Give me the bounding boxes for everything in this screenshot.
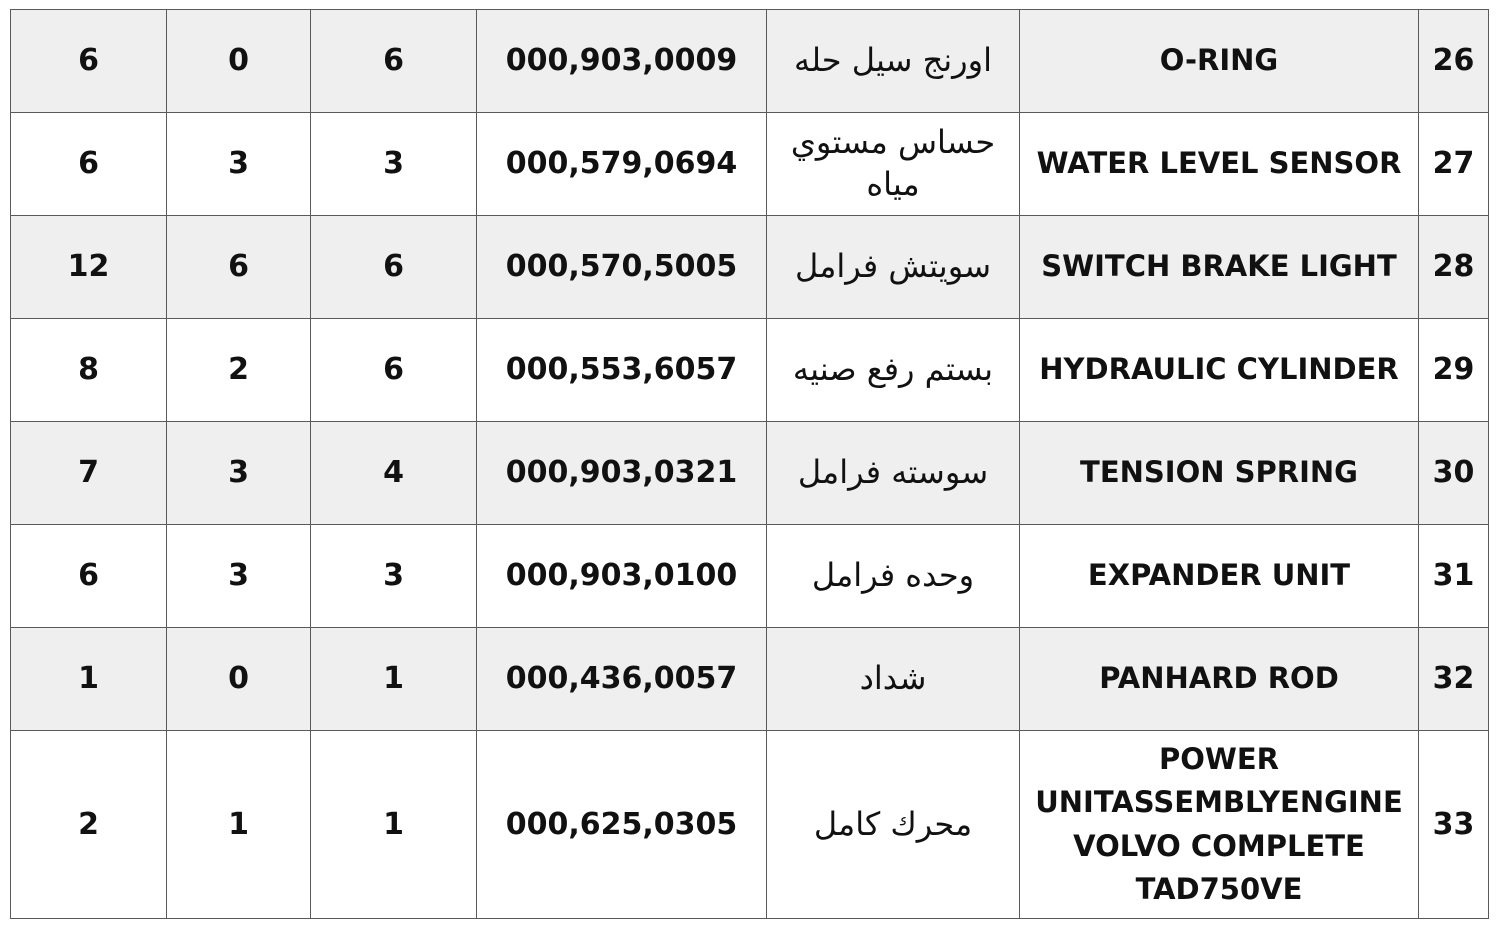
qty-b-cell: 3 [167, 422, 311, 525]
english-name-cell: EXPANDER UNIT [1020, 525, 1419, 628]
row-number-cell: 26 [1419, 10, 1489, 113]
english-name-cell: PANHARD ROD [1020, 628, 1419, 731]
parts-table [10, 9, 1489, 919]
part-number-cell: 000,903,0100 [477, 525, 767, 628]
arabic-name-cell: وحده فرامل [767, 525, 1020, 628]
total-qty-cell: 12 [11, 216, 167, 319]
total-qty-cell: 7 [11, 422, 167, 525]
qty-c-cell: 6 [311, 10, 477, 113]
english-name-cell: O-RING [1020, 10, 1419, 113]
qty-b-cell: 3 [167, 113, 311, 216]
row-number-cell: 29 [1419, 319, 1489, 422]
arabic-name-cell: شداد [767, 628, 1020, 731]
table-row [11, 113, 1489, 216]
row-number-cell: 32 [1419, 628, 1489, 731]
english-name-cell: WATER LEVEL SENSOR [1020, 113, 1419, 216]
qty-b-cell: 3 [167, 525, 311, 628]
english-name-cell: HYDRAULIC CYLINDER [1020, 319, 1419, 422]
part-number-cell: 000,903,0321 [477, 422, 767, 525]
table-row [11, 731, 1489, 919]
table-row [11, 10, 1489, 113]
english-name-cell: TENSION SPRING [1020, 422, 1419, 525]
qty-b-cell: 0 [167, 10, 311, 113]
row-number-cell: 33 [1419, 731, 1489, 919]
total-qty-cell: 1 [11, 628, 167, 731]
row-number-cell: 30 [1419, 422, 1489, 525]
qty-b-cell: 2 [167, 319, 311, 422]
table-row [11, 216, 1489, 319]
row-number-cell: 28 [1419, 216, 1489, 319]
part-number-cell: 000,625,0305 [477, 731, 767, 919]
qty-c-cell: 4 [311, 422, 477, 525]
total-qty-cell: 2 [11, 731, 167, 919]
qty-c-cell: 6 [311, 216, 477, 319]
total-qty-cell: 6 [11, 525, 167, 628]
qty-b-cell: 1 [167, 731, 311, 919]
qty-b-cell: 6 [167, 216, 311, 319]
qty-c-cell: 1 [311, 628, 477, 731]
qty-c-cell: 3 [311, 525, 477, 628]
table-row [11, 422, 1489, 525]
table-row [11, 319, 1489, 422]
total-qty-cell: 8 [11, 319, 167, 422]
table-row [11, 628, 1489, 731]
arabic-name-cell: سوسته فرامل [767, 422, 1020, 525]
part-number-cell: 000,570,5005 [477, 216, 767, 319]
english-name-cell: SWITCH BRAKE LIGHT [1020, 216, 1419, 319]
arabic-name-cell: بستم رفع صنيه [767, 319, 1020, 422]
total-qty-cell: 6 [11, 113, 167, 216]
qty-c-cell: 3 [311, 113, 477, 216]
english-name-cell: POWER UNITASSEMBLYENGINE VOLVO COMPLETE TAD750VE [1020, 731, 1419, 919]
qty-c-cell: 1 [311, 731, 477, 919]
qty-c-cell: 6 [311, 319, 477, 422]
part-number-cell: 000,553,6057 [477, 319, 767, 422]
arabic-name-cell: محرك كامل [767, 731, 1020, 919]
arabic-name-cell: سويتش فرامل [767, 216, 1020, 319]
row-number-cell: 31 [1419, 525, 1489, 628]
total-qty-cell: 6 [11, 10, 167, 113]
part-number-cell: 000,903,0009 [477, 10, 767, 113]
arabic-name-cell: حساس مستوي مياه [767, 113, 1020, 216]
qty-b-cell: 0 [167, 628, 311, 731]
part-number-cell: 000,436,0057 [477, 628, 767, 731]
table-row [11, 525, 1489, 628]
row-number-cell: 27 [1419, 113, 1489, 216]
part-number-cell: 000,579,0694 [477, 113, 767, 216]
arabic-name-cell: اورنج سيل حله [767, 10, 1020, 113]
